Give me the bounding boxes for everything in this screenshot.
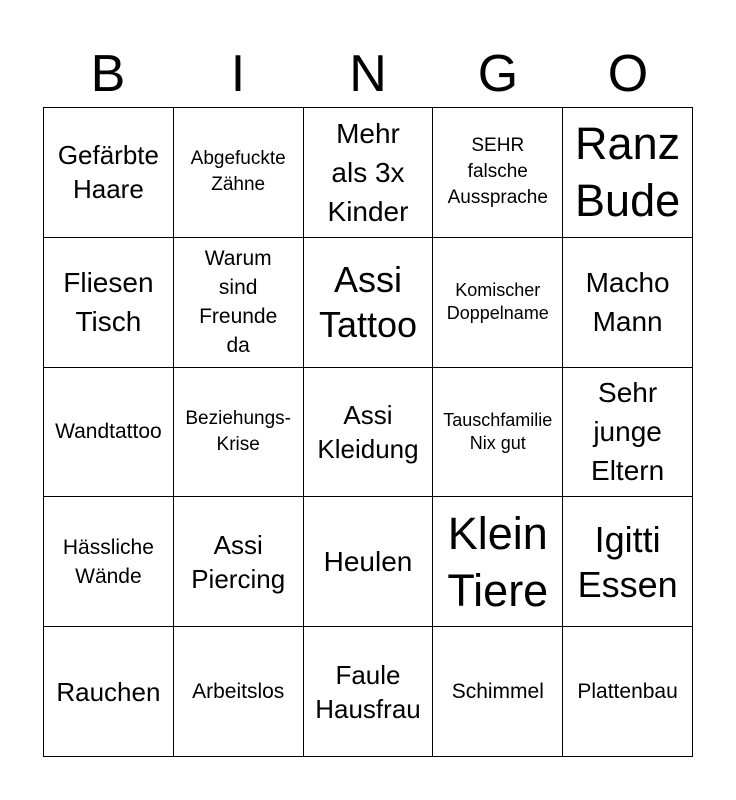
- bingo-cell-r5-c3[interactable]: [304, 627, 434, 757]
- bingo-cell-r3-c1[interactable]: [44, 368, 174, 498]
- bingo-cell-r4-c2[interactable]: [174, 497, 304, 627]
- bingo-cell-r1-c2[interactable]: [174, 108, 304, 238]
- cell-text: Rauchen: [56, 676, 161, 707]
- bingo-cell-r3-c5[interactable]: [563, 368, 693, 498]
- bingo-cell-r3-c3[interactable]: [304, 368, 434, 498]
- cell-text: Warum sind Freunde da: [199, 247, 278, 358]
- cell-text: Beziehungs- Krise: [185, 407, 291, 455]
- cell-text: Gefärbte Haare: [57, 140, 159, 205]
- header-letter-n: N: [349, 45, 387, 103]
- bingo-cell-r1-c1[interactable]: [44, 108, 174, 238]
- cell-text: Abgefuckte Zähne: [190, 148, 286, 196]
- cell-text: Arbeitslos: [192, 680, 285, 704]
- cell-text: Macho Mann: [585, 267, 670, 338]
- bingo-cell-r3-c2[interactable]: [174, 368, 304, 498]
- cell-text: Klein Tiere: [447, 507, 549, 616]
- bingo-cell-r4-c5[interactable]: [563, 497, 693, 627]
- header-letter-b: B: [90, 45, 126, 103]
- cell-text: Komischer Doppelname: [446, 280, 549, 324]
- bingo-header: [43, 40, 693, 108]
- bingo-cell-r5-c1[interactable]: [44, 627, 174, 757]
- cell-text: Schimmel: [451, 680, 544, 704]
- bingo-cell-r5-c4[interactable]: [433, 627, 563, 757]
- cell-text: Assi Kleidung: [317, 399, 419, 464]
- bingo-cell-r2-c5[interactable]: [563, 238, 693, 368]
- bingo-cell-r4-c3[interactable]: [304, 497, 434, 627]
- cell-text: Assi Tattoo: [318, 259, 418, 346]
- cell-text: Heulen: [323, 546, 413, 578]
- cell-text: Mehr als 3x Kinder: [327, 117, 409, 227]
- bingo-cell-r2-c3[interactable]: [304, 238, 434, 368]
- cell-text: Plattenbau: [577, 680, 678, 704]
- cell-text: Hässliche Wände: [62, 535, 154, 588]
- cell-text: Faule Hausfrau: [315, 659, 421, 724]
- bingo-cell-r1-c5[interactable]: [563, 108, 693, 238]
- header-letter-i: I: [230, 45, 246, 103]
- cell-text: SEHR falsche Aussprache: [447, 135, 548, 209]
- bingo-cell-r2-c4[interactable]: [433, 238, 563, 368]
- bingo-cell-r2-c2[interactable]: [174, 238, 304, 368]
- bingo-cell-r4-c4[interactable]: [433, 497, 563, 627]
- bingo-cell-r2-c1[interactable]: [44, 238, 174, 368]
- bingo-cell-r5-c5[interactable]: [563, 627, 693, 757]
- bingo-grid: [43, 107, 693, 757]
- header-letter-o: O: [607, 45, 649, 103]
- header-letter-g: G: [477, 45, 519, 103]
- cell-text: Igitti Essen: [577, 518, 678, 605]
- bingo-cell-r1-c3[interactable]: [304, 108, 434, 238]
- bingo-cell-r3-c4[interactable]: [433, 368, 563, 498]
- bingo-cell-r5-c2[interactable]: [174, 627, 304, 757]
- cell-text: Fliesen Tisch: [63, 267, 154, 338]
- cell-text: Assi Piercing: [191, 529, 286, 594]
- cell-text: Wandtattoo: [55, 420, 162, 444]
- cell-text: Ranz Bude: [575, 118, 681, 227]
- bingo-cell-r4-c1[interactable]: [44, 497, 174, 627]
- cell-text: Sehr junge Eltern: [591, 377, 665, 487]
- cell-text: Tauschfamilie Nix gut: [443, 409, 553, 453]
- bingo-cell-r1-c4[interactable]: [433, 108, 563, 238]
